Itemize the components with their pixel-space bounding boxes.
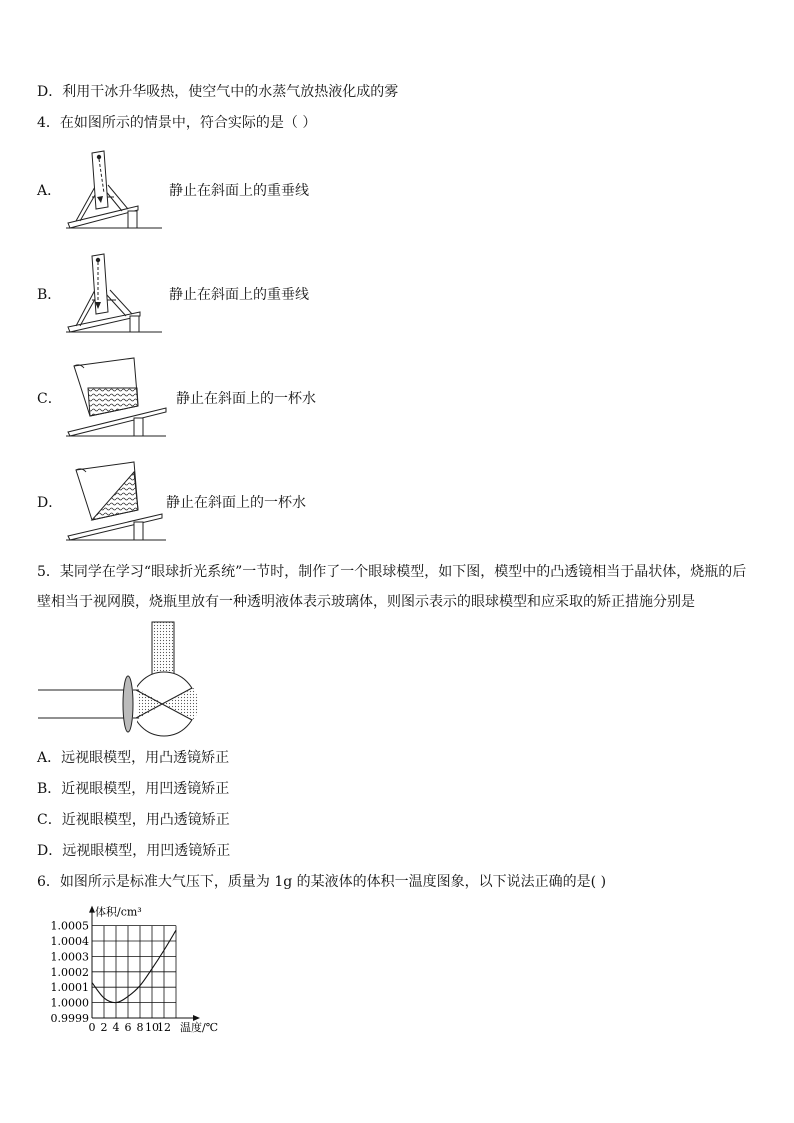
volume-temperature-chart (40, 905, 250, 1035)
y-tick-label: 0.9999 (50, 1012, 89, 1025)
y-tick-label: 1.0002 (50, 965, 89, 979)
x-tick-label: 12 (157, 1021, 171, 1034)
eye-model-figure (36, 618, 216, 748)
x-tick-label: 4 (112, 1021, 120, 1034)
y-tick-label: 1.0005 (50, 919, 89, 933)
q5-stem-line2: 壁相当于视网膜，烧瓶里放有一种透明液体表示玻璃体，则图示表示的眼球模型和应采取的矫正措施分别是 (37, 594, 695, 610)
q4-option-d-letter: D． (37, 495, 63, 511)
water-cup-figure-c (62, 352, 174, 442)
q4-option-c-letter: C． (37, 391, 62, 407)
q5-option-b: B．近视眼模型，用凹透镜矫正 (37, 781, 230, 797)
q5-option-d: D．远视眼模型，用凹透镜矫正 (37, 843, 231, 859)
q4-option-c-caption: 静止在斜面上的一杯水 (176, 391, 316, 407)
q6-stem: 6．如图所示是标准大气压下，质量为 1g 的某液体的体积一温度图象，以下说法正确的是( ) (37, 874, 607, 890)
q4-stem: 4．在如图所示的情景中，符合实际的是（ ） (37, 115, 317, 131)
plumb-line-figure-b (62, 250, 172, 340)
x-tick-label: 10 (145, 1021, 159, 1034)
plumb-line-figure-a (62, 145, 172, 235)
x-tick-label: 0 (88, 1021, 96, 1034)
y-tick-label: 1.0000 (50, 996, 89, 1010)
q4-option-a-caption: 静止在斜面上的重垂线 (169, 183, 309, 199)
q4-option-b-letter: B． (37, 287, 62, 303)
y-axis-label: 体积/cm³ (95, 905, 142, 919)
q4-option-b-caption: 静止在斜面上的重垂线 (169, 287, 309, 303)
y-tick-label: 1.0001 (50, 981, 89, 995)
q4-option-d-caption: 静止在斜面上的一杯水 (166, 495, 306, 511)
x-tick-label: 6 (124, 1021, 132, 1034)
x-tick-label: 2 (100, 1021, 108, 1034)
q5-option-c: C．近视眼模型，用凸透镜矫正 (37, 812, 230, 828)
water-cup-figure-d (62, 456, 174, 546)
x-axis-label: 温度/℃ (180, 1021, 219, 1034)
q5-stem-line1: 5．某同学在学习“眼球折光系统”一节时，制作了一个眼球模型，如下图，模型中的凸透镜相当于晶状体，烧瓶的后 (37, 564, 747, 580)
x-tick-label: 8 (136, 1021, 144, 1034)
y-tick-label: 1.0003 (50, 950, 89, 964)
y-tick-label: 1.0004 (50, 935, 89, 948)
q3-option-d: D．利用干冰升华吸热，使空气中的水蒸气放热液化成的雾 (37, 84, 399, 100)
q4-option-a-letter: A． (37, 183, 62, 199)
q5-option-a: A．远视眼模型，用凸透镜矫正 (37, 750, 230, 766)
